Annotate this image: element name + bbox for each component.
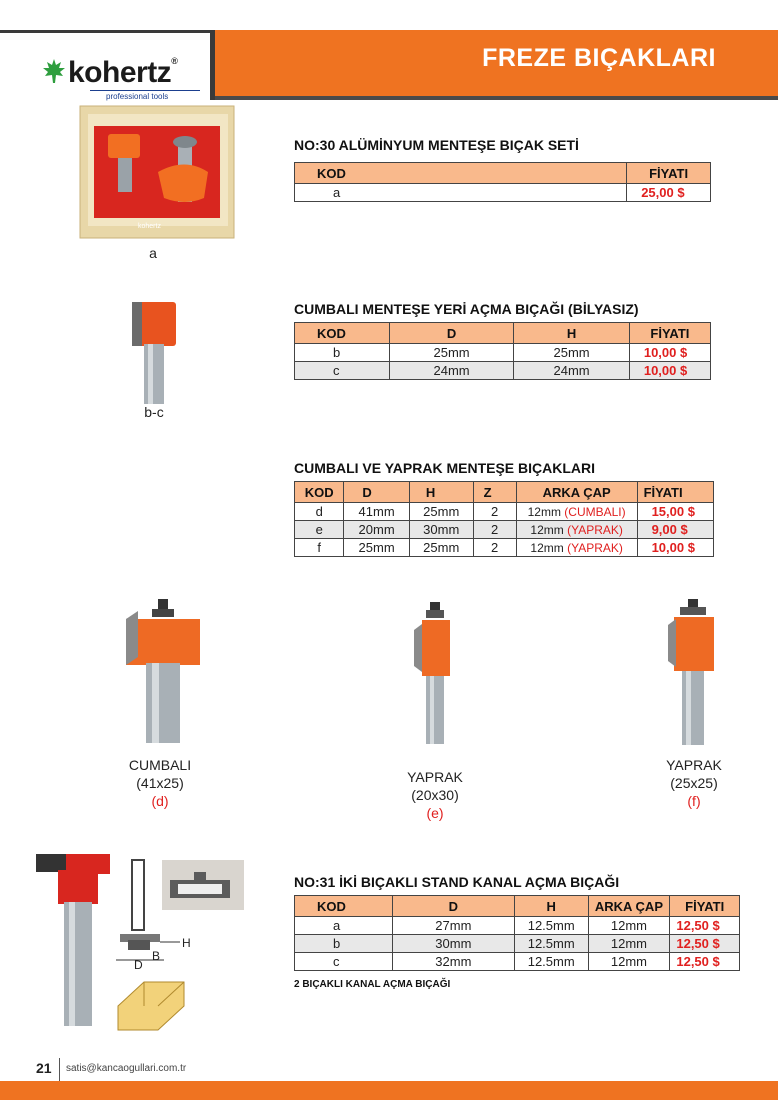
product-caption-d [110,756,210,810]
header-d: D [344,482,409,503]
header-d: D [392,896,514,917]
cell-z: 2 [473,503,516,521]
arka-cap-value: 12mm [530,540,564,555]
cell-z: 2 [473,521,516,539]
cell-price: 25,00 $ [627,184,711,202]
section-title-aluminium-hinge-set: NO:30 ALÜMİNYUM MENTEŞE BIÇAK SETİ [294,137,579,153]
price-table-bay-and-leaf-hinge-bits [294,481,714,557]
table-row [295,917,740,935]
header-kod: KOD [295,163,627,184]
header-kod: KOD [295,896,393,917]
cell-kod: f [295,539,344,557]
section-title-slotting-bit: NO:31 İKİ BIÇAKLI STAND KANAL AÇMA BIÇAĞI [294,874,620,890]
cell-h: 24mm [514,362,630,380]
header-h: H [514,896,588,917]
cell-price: 12,50 $ [670,953,740,971]
page-number: 21 [36,1060,52,1076]
section-title-bay-hinge-bit: CUMBALI MENTEŞE YERİ AÇMA BIÇAĞI (BİLYASIZ) [294,301,639,317]
cell-price: 10,00 $ [629,362,710,380]
image-caption-b-c: b-c [144,404,164,420]
header-d: D [389,323,514,344]
header-shadow [215,96,778,100]
header-fiyat: FİYATI [670,896,740,917]
cell-d: 25mm [389,344,514,362]
cell-d: 25mm [344,539,409,557]
header-kod: KOD [295,323,390,344]
cell-z: 2 [473,539,516,557]
section-title-bay-and-leaf-hinge-bits: CUMBALI VE YAPRAK MENTEŞE BIÇAKLARI [294,460,596,476]
table-row [295,503,714,521]
cell-arka-cap: 12mm [588,935,670,953]
cell-h: 30mm [409,521,473,539]
bay-hinge-bit-image [118,597,208,747]
section-note-slotting: 2 BIÇAKLI KANAL AÇMA BIÇAĞI [294,979,451,990]
arka-cap-type: (CUMBALI) [564,504,626,519]
arka-cap-type: (YAPRAK) [567,540,623,555]
table-header-row [295,163,711,184]
cell-h: 25mm [409,539,473,557]
cell-arka-cap: 12mm [588,917,670,935]
cell-kod: b [295,935,393,953]
product-name: CUMBALI [128,757,192,773]
product-code: (e) [426,805,444,821]
diagram-label-b: B [152,949,161,963]
cell-price: 15,00 $ [637,503,713,521]
table-row [295,184,711,202]
cell-d: 24mm [389,362,514,380]
table-row [295,344,711,362]
cell-price: 9,00 $ [637,521,713,539]
leaf-hinge-bit-image-25x25 [666,597,722,749]
box-brand-label: kohertz [138,223,161,230]
product-size: (41x25) [136,775,184,791]
cell-h: 12.5mm [514,935,588,953]
header-z: Z [473,482,516,503]
cell-kod: c [295,362,390,380]
cell-arka-cap [516,539,637,557]
slotting-bit-image [34,852,116,1030]
price-table-aluminium-hinge-set [294,162,711,202]
product-name: YAPRAK [407,769,463,785]
header-h: H [409,482,473,503]
product-caption-e [385,768,485,822]
cell-h: 25mm [409,503,473,521]
product-caption-f [644,756,744,810]
registered-mark: ® [171,56,178,66]
cell-kod: e [295,521,344,539]
brand-name: kohertz [68,56,172,89]
cell-d: 27mm [392,917,514,935]
diagram-label-h: H [182,936,191,950]
product-name: YAPRAK [666,757,722,773]
brand-tagline: professional tools [106,92,169,101]
arka-cap-type: (YAPRAK) [567,522,623,537]
cell-arka-cap [516,503,637,521]
table-row [295,521,714,539]
cell-kod: c [295,953,393,971]
product-code: (f) [687,793,701,809]
image-caption-a: a [149,245,157,261]
header-fiyat: FİYATI [629,323,710,344]
cell-kod: a [295,184,627,202]
cell-price: 10,00 $ [637,539,713,557]
header-kod: KOD [295,482,344,503]
router-bit-set-box-image [78,102,238,242]
header-top-strip [0,0,778,26]
footer-bar [0,1081,778,1100]
cell-h: 12.5mm [514,917,588,935]
cell-price: 12,50 $ [670,917,740,935]
header-arka-cap: ARKA ÇAP [516,482,637,503]
brand-logo [68,56,177,90]
product-size: (25x25) [670,775,718,791]
table-row [295,953,740,971]
leaf-hinge-bit-image-20x30 [412,600,458,748]
footer-email: satis@kancaogullari.com.tr [66,1063,187,1074]
header-fiyat: FİYATI [637,482,713,503]
table-header-row [295,323,711,344]
header-fiyat: FİYATI [627,163,711,184]
cell-arka-cap [516,521,637,539]
table-row [295,935,740,953]
header-left-rule [0,30,215,33]
table-header-row [295,482,714,503]
brand-underline [90,90,200,91]
cell-d: 20mm [344,521,409,539]
header-h: H [514,323,630,344]
page-title: FREZE BIÇAKLARI [482,44,716,72]
product-size: (20x30) [411,787,459,803]
header-arka-cap: ARKA ÇAP [588,896,670,917]
cell-arka-cap: 12mm [588,953,670,971]
cell-h: 12.5mm [514,953,588,971]
table-row [295,539,714,557]
diagram-label-d: D [134,958,143,972]
cell-kod: d [295,503,344,521]
arka-cap-value: 12mm [527,504,561,519]
product-code: (d) [151,793,169,809]
table-row [295,362,711,380]
price-table-bay-hinge-bit [294,322,711,380]
hinge-bit-image [126,296,182,406]
slot-profile-image [160,858,246,912]
cell-h: 25mm [514,344,630,362]
cell-kod: a [295,917,393,935]
price-table-slotting-bit [294,895,740,971]
cell-price: 12,50 $ [670,935,740,953]
leaf-logo-icon [42,58,66,84]
cell-d: 32mm [392,953,514,971]
cell-kod: b [295,344,390,362]
cell-d: 41mm [344,503,409,521]
cell-price: 10,00 $ [629,344,710,362]
cell-d: 30mm [392,935,514,953]
table-header-row [295,896,740,917]
arka-cap-value: 12mm [530,522,564,537]
